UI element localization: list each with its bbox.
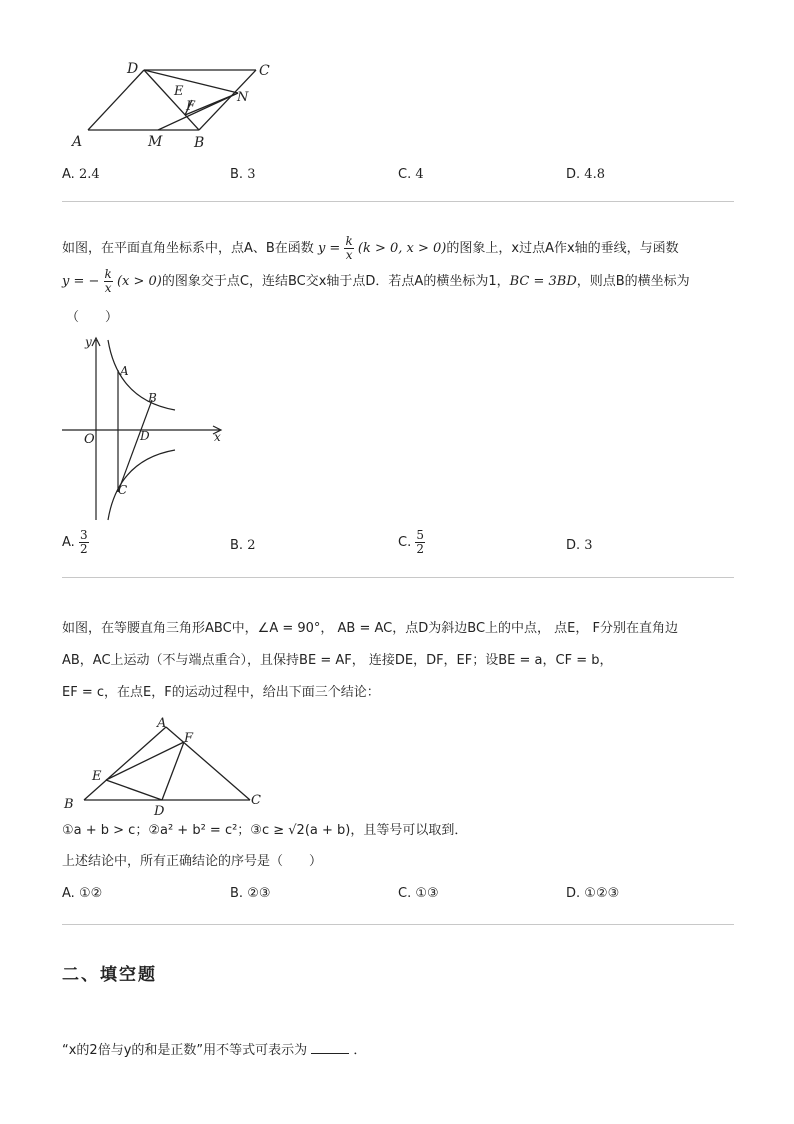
label-e: E — [92, 769, 102, 784]
q2-option-d[interactable]: D. 3 — [566, 538, 593, 553]
label-f: F — [184, 731, 194, 746]
label-a: A — [120, 364, 129, 378]
q1-option-d[interactable]: D. 4.8 — [566, 167, 605, 182]
q3-conclusions: ①a + b > c；②a² + b² = c²；③c ≥ √2(a + b)，且等号可以取到． — [62, 823, 468, 838]
label-a: A — [157, 716, 167, 731]
label-f: F — [186, 99, 196, 114]
q3-option-d[interactable]: D. ①②③ — [566, 886, 620, 901]
label-e: E — [174, 84, 184, 99]
label-a: A — [72, 134, 83, 150]
label-d: D — [154, 804, 165, 816]
q3-figure — [58, 712, 278, 816]
q3-line-2: AB，AC上运动（不与端点重合），且保持BE = AF， 连接DE，DF，EF；设BE = a，CF = b， — [62, 653, 613, 668]
q1-figure — [60, 38, 300, 158]
q2-option-b[interactable]: B. 2 — [230, 538, 256, 553]
label-c: C — [251, 793, 261, 808]
label-b: B — [194, 135, 205, 151]
label-m: M — [148, 134, 163, 150]
q2-option-c[interactable]: C. $\frac{5}{2}$ — [398, 528, 424, 556]
divider — [62, 577, 734, 578]
q1-option-c[interactable]: C. 4 — [398, 167, 424, 182]
q2-line-2: y = − $\frac{k}{x}$ (x > 0)的图象交于点C，连结BC交x轴于点D．若点A的横坐标为1，BC = 3BD，则点B的横坐标为 — [62, 267, 690, 295]
label-n: N — [237, 90, 249, 105]
divider — [62, 201, 734, 202]
q1-option-a[interactable]: A. 2.4 — [62, 167, 100, 182]
label-b: B — [148, 391, 157, 405]
q2-figure — [60, 330, 230, 530]
q3-option-c[interactable]: C. ①③ — [398, 886, 439, 901]
label-c: C — [259, 63, 270, 79]
axis-label-y: y — [85, 335, 92, 349]
label-c: C — [118, 483, 128, 497]
label-d: D — [127, 61, 139, 77]
label-d: D — [140, 429, 150, 443]
answer-blank[interactable] — [311, 1041, 349, 1054]
section-title: 二、填空题 — [62, 965, 157, 985]
label-origin: O — [84, 432, 95, 447]
q2-option-a[interactable]: A. $\frac{3}{2}$ — [62, 528, 88, 556]
label-b: B — [64, 797, 74, 812]
divider — [62, 924, 734, 925]
q3-line-1: 如图，在等腰直角三角形ABC中，∠A = 90°， AB = AC，点D为斜边BC上的中点， 点E， F分别在直角边 — [62, 621, 678, 636]
frac-k-over-x-2: $\frac{k}{x}$ — [104, 267, 112, 295]
q3-option-a[interactable]: A. ①② — [62, 886, 103, 901]
q2-line-1: 如图，在平面直角坐标系中，点A、B在函数 y = $\frac{k}{x}$ (k > 0, x > 0)的图象上，x过点A作x轴的垂线，与函数 — [62, 234, 679, 262]
q4-line: “x的2倍与y的和是正数”用不等式可表示为 ． — [62, 1043, 367, 1058]
frac-k-over-x: $\frac{k}{x}$ — [345, 234, 353, 262]
q3-line-3: EF = c，在点E，F的运动过程中，给出下面三个结论： — [62, 685, 380, 700]
q2-paren: （ ） — [66, 310, 119, 325]
axis-label-x: x — [214, 430, 221, 444]
q1-option-b[interactable]: B. 3 — [230, 167, 256, 182]
q3-option-b[interactable]: B. ②③ — [230, 886, 271, 901]
q3-question: 上述结论中，所有正确结论的序号是（ ） — [62, 854, 323, 869]
